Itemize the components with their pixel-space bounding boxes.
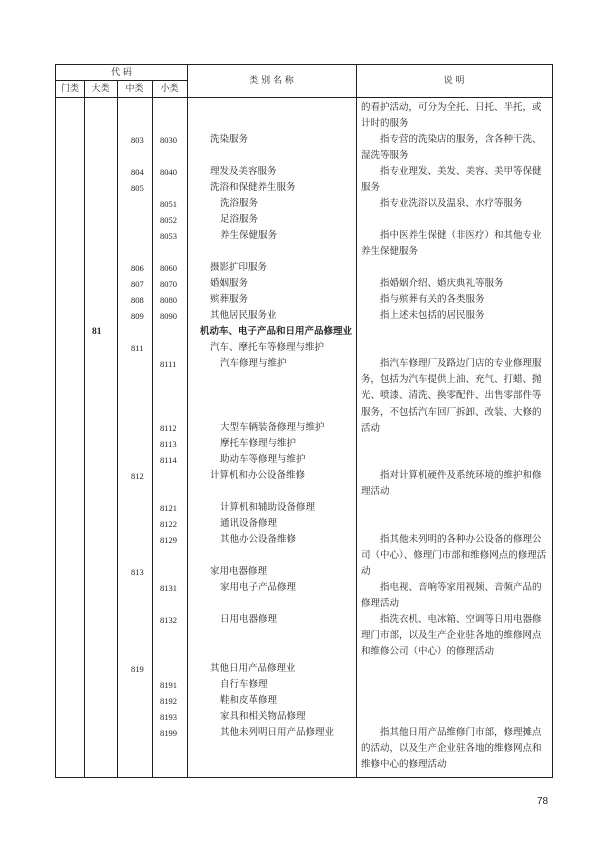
xiao-code: 8122	[160, 519, 177, 529]
category-name: 洗浴和保健养生服务	[210, 182, 296, 193]
category-description: 指婚姻介绍、婚庆典礼等服务	[380, 278, 504, 289]
xiao-code: 8192	[160, 696, 177, 706]
zhong-code: 812	[131, 471, 144, 481]
code-group-header: 代 码	[111, 68, 132, 78]
category-name: 摄影扩印服务	[210, 262, 268, 273]
category-description: 指专营的洗染店的服务，含各种干洗、湿洗等服务	[361, 134, 542, 162]
xiao-code: 8121	[160, 503, 177, 513]
category-description: 指中医养生保健（非医疗）和其他专业养生保健服务	[361, 230, 542, 258]
col-divider-da	[117, 80, 118, 778]
category-name: 其他日用产品修理业	[210, 663, 296, 674]
zhong-code: 811	[131, 343, 144, 353]
category-name: 洗浴服务	[220, 198, 259, 209]
zhong-code: 809	[131, 311, 144, 321]
header-men: 门类	[60, 84, 79, 94]
category-name: 计算机和办公设备维修	[210, 470, 306, 481]
header-bottom-rule	[56, 97, 552, 98]
category-name: 助动车等修理与维护	[220, 454, 306, 465]
xiao-code: 8111	[160, 359, 177, 369]
header-xiao: 小类	[160, 84, 179, 94]
category-description: 指专业理发、美发、美容、美甲等保健服务	[361, 166, 542, 194]
category-name: 其他办公设备维修	[220, 534, 297, 545]
classification-table	[55, 64, 553, 778]
category-name: 殡葬服务	[210, 294, 249, 305]
header-desc: 说 明	[443, 76, 465, 86]
category-name: 洗染服务	[210, 134, 249, 145]
category-name: 计算机和辅助设备修理	[220, 502, 316, 513]
category-name: 理发及美容服务	[210, 166, 277, 177]
category-name: 其他居民服务业	[210, 310, 277, 321]
category-name: 通讯设备修理	[220, 518, 278, 529]
header-zhong: 中类	[125, 84, 144, 94]
xiao-code: 8112	[160, 423, 177, 433]
zhong-code: 807	[131, 279, 144, 289]
header-subdivider	[56, 80, 187, 81]
xiao-code: 8199	[160, 728, 177, 738]
category-name: 其他未列明日用产品修理业	[220, 727, 335, 738]
xiao-code: 8191	[160, 680, 177, 690]
zhong-code: 806	[131, 263, 144, 273]
header-name: 类 别 名 称	[249, 76, 294, 86]
col-divider-zhong	[152, 80, 153, 778]
xiao-code: 8193	[160, 712, 177, 722]
category-description: 指洗衣机、电冰箱、空调等日用电器修理门市部，以及生产企业驻各地的维修网点和维修公司（中心）的修理活动	[361, 614, 542, 658]
zhong-code: 803	[131, 135, 144, 145]
category-name: 大型车辆装备修理与维护	[220, 422, 325, 433]
category-name: 自行车修理	[220, 679, 268, 690]
xiao-code: 8132	[160, 615, 177, 625]
category-description: 指对计算机硬件及系统环境的维护和修理活动	[361, 470, 542, 498]
xiao-code: 8131	[160, 583, 177, 593]
zhong-code: 819	[131, 664, 144, 674]
category-description: 指其他日用产品维修门市部，修理摊点的活动，以及生产企业驻各地的维修网点和维修中心的修理活动	[361, 727, 542, 771]
xiao-code: 8080	[160, 295, 177, 305]
category-name: 汽车、摩托车等修理与维护	[210, 342, 325, 353]
category-name: 足浴服务	[220, 214, 259, 225]
xiao-code: 8070	[160, 279, 177, 289]
xiao-code: 8040	[160, 167, 177, 177]
zhong-code: 804	[131, 167, 144, 177]
xiao-code: 8051	[160, 199, 177, 209]
xiao-code: 8052	[160, 215, 177, 225]
col-divider-name	[356, 65, 357, 777]
da-code: 81	[92, 327, 102, 337]
category-name: 鞋和皮革修理	[220, 695, 278, 706]
category-description: 指其他未列明的各种办公设备的修理公司（中心）、修理门市部和维修网点的修理活动	[361, 534, 547, 578]
category-name: 婚姻服务	[210, 278, 249, 289]
category-name: 机动车、电子产品和日用产品修理业	[200, 326, 353, 337]
category-description: 指专业洗浴以及温泉、水疗等服务	[380, 198, 523, 209]
category-description: 指电视、音响等家用视频、音频产品的修理活动	[361, 582, 542, 610]
category-name: 汽车修理与维护	[220, 358, 287, 369]
page-number: 78	[537, 796, 549, 807]
category-description: 指与殡葬有关的各类服务	[380, 294, 485, 305]
xiao-code: 8090	[160, 311, 177, 321]
xiao-code: 8114	[160, 455, 177, 465]
xiao-code: 8113	[160, 439, 177, 449]
xiao-code: 8053	[160, 231, 177, 241]
xiao-code: 8030	[160, 135, 177, 145]
zhong-code: 808	[131, 295, 144, 305]
zhong-code: 813	[131, 567, 144, 577]
xiao-code: 8060	[160, 263, 177, 273]
category-description: 指汽车修理厂及路边门店的专业修理服务，包括为汽车提供上油、充气、打蜡、抛光、喷漆、清洗、换零配件、出售零部件等服务，不包括汽车回厂拆卸、改装、大修的活动	[361, 358, 542, 434]
category-name: 摩托车修理与维护	[220, 438, 297, 449]
category-name: 家用电器修理	[210, 566, 268, 577]
col-divider-men	[84, 80, 85, 778]
category-name: 养生保健服务	[220, 230, 278, 241]
zhong-code: 805	[131, 183, 144, 193]
category-name: 日用电器修理	[220, 614, 278, 625]
category-description: 的看护活动，可分为全托、日托、半托，或计时的服务	[361, 102, 542, 130]
xiao-code: 8129	[160, 535, 177, 545]
category-description: 指上述未包括的居民服务	[380, 310, 485, 321]
category-name: 家用电子产品修理	[220, 582, 297, 593]
category-name: 家具和相关物品修理	[220, 711, 306, 722]
col-divider-xiao	[187, 65, 188, 777]
header-da: 大类	[91, 84, 110, 94]
